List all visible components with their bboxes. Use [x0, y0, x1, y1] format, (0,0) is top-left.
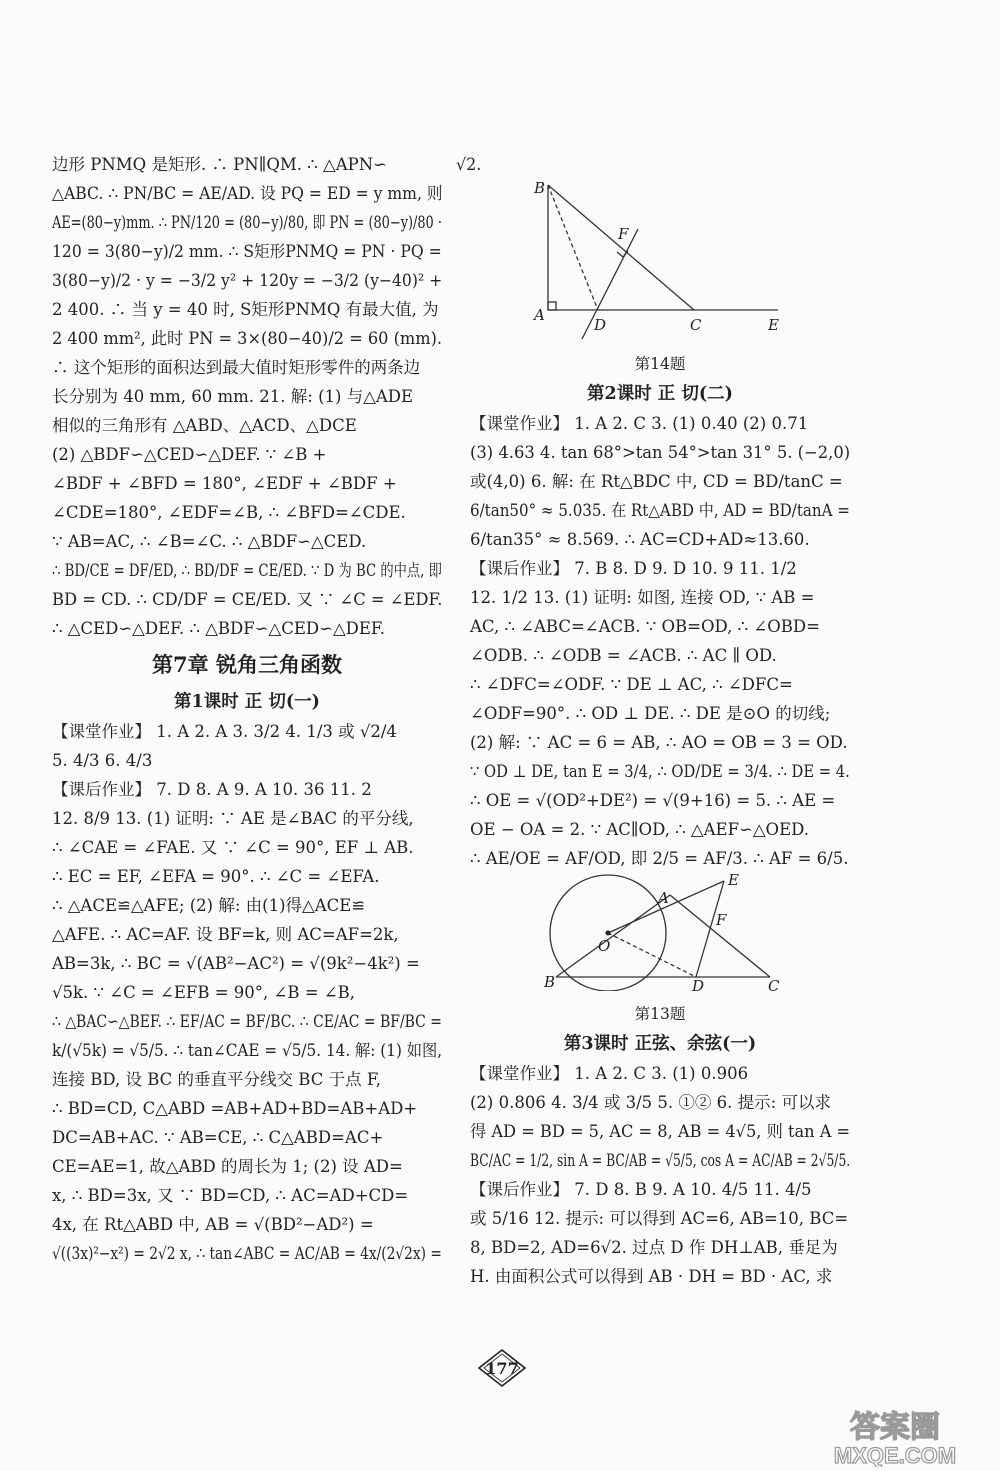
text-line: ∠BDF + ∠BFD = 180°, ∠EDF + ∠BDF + — [52, 474, 397, 493]
text-line: ∴ OE = √(OD²+DE²) = √(9+16) = 5. ∴ AE = — [470, 791, 836, 810]
figure-14-caption: 第14题 — [634, 355, 686, 373]
figure-13 — [470, 873, 850, 1029]
text-line: BD = CD. ∴ CD/DF = CE/ED. 又 ∵ ∠C = ∠EDF. — [52, 590, 443, 609]
text-line: AC, ∴ ∠ABC=∠ACB. ∵ OB=OD, ∴ ∠OBD= — [470, 617, 820, 636]
text-line: △AFE. ∴ AC=AF. 设 BF=k, 则 AC=AF=2k, — [52, 925, 399, 944]
text-line: 6/tan35° ≈ 8.569. ∴ AC=CD+AD≈13.60. — [470, 530, 810, 549]
text-line: 【课后作业】 7. D 8. B 9. A 10. 4/5 11. 4/5 — [470, 1180, 812, 1199]
lesson2-title: 第2课时 正 切(二) — [587, 384, 733, 404]
text-line: H. 由面积公式可以得到 AB · DH = BD · AC, 求 — [470, 1267, 833, 1286]
text-line: ∴ EC = EF, ∠EFA = 90°. ∴ ∠C = ∠EFA. — [52, 867, 380, 886]
text-line: 2 400 mm², 此时 PN = 3×(80−40)/2 = 60 (mm). — [52, 329, 443, 348]
fig14-label-b: B — [534, 179, 546, 197]
text-line: ∴ 这个矩形的面积达到最大值时矩形零件的两条边 — [52, 358, 421, 377]
left-column — [52, 150, 442, 1268]
text-line: k/(√5k) = √5/5. ∴ tan∠CAE = √5/5. 14. 解: (1) 如图, — [52, 1041, 443, 1060]
text-line: △ABC. ∴ PN/BC = AE/AD. 设 PQ = ED = y mm, 则 — [52, 184, 443, 203]
text-line: ∠ODF=90°. ∴ OD ⊥ DE. ∴ DE 是⊙O 的切线; — [470, 704, 831, 723]
text-line: OE − OA = 2. ∵ AC∥OD, ∴ △AEF∽△OED. — [470, 820, 810, 839]
watermark-url: MXQE.COM — [833, 1443, 957, 1467]
figure-13-caption: 第13题 — [634, 1005, 686, 1023]
text-line: 边形 PNMQ 是矩形. ∴ PN∥QM. ∴ △APN∽ — [52, 155, 387, 174]
watermark-top: 答案圈 — [850, 1410, 940, 1445]
fig14-label-a: A — [534, 306, 545, 324]
text-line: ∴ ∠CAE = ∠FAE. 又 ∵ ∠C = 90°, EF ⊥ AB. — [52, 838, 414, 857]
text-line: 或(4,0) 6. 解: 在 Rt△BDC 中, CD = BD/tanC = — [470, 472, 843, 491]
text-line: 【课堂作业】 1. A 2. C 3. (1) 0.906 — [470, 1064, 749, 1083]
text-line: 3(80−y)/2 · y = −3/2 y² + 120y = −3/2 (y−40)² + — [52, 271, 443, 290]
fig13-label-b: B — [544, 973, 556, 991]
fig13-label-d: D — [692, 977, 705, 991]
text-line: 得 AD = BD = 5, AC = 8, AB = 4√5, 则 tan A = — [470, 1122, 851, 1141]
fig14-label-d: D — [594, 316, 607, 334]
text-line: ∴ △CED∽△DEF. ∴ △BDF∽△CED∽△DEF. — [52, 619, 386, 638]
text-line: 2 400. ∴ 当 y = 40 时, S矩形PNMQ 有最大值, 为 — [52, 300, 439, 319]
text-line: 【课堂作业】 1. A 2. C 3. (1) 0.40 (2) 0.71 — [470, 414, 809, 433]
fig13-label-f: F — [716, 911, 727, 929]
lesson1-title: 第1课时 正 切(一) — [174, 692, 320, 712]
fig13-label-a: A — [658, 889, 669, 907]
chapter-title: 第7章 锐角三角函数 — [152, 652, 342, 677]
text-line: 长分别为 40 mm, 60 mm. 21. 解: (1) 与△ADE — [52, 387, 414, 406]
text-line: ∴ BD/CE = DF/ED, ∴ BD/DF = CE/ED. ∵ D 为 BC 的中点, 即 — [52, 561, 442, 580]
fig13-label-e: E — [728, 873, 739, 889]
text-line: ∵ OD ⊥ DE, tan E = 3/4, ∴ OD/DE = 3/4. ∴ DE = 4. — [470, 762, 850, 781]
fig13-label-o: O — [598, 937, 611, 955]
text-line: 连接 BD, 设 BC 的垂直平分线交 BC 于点 F, — [52, 1070, 381, 1089]
text-line: 【课后作业】 7. D 8. A 9. A 10. 36 11. 2 — [52, 780, 372, 799]
text-line: 相似的三角形有 △ABD、△ACD、△DCE — [52, 416, 357, 435]
text-line: 5. 4/3 6. 4/3 — [52, 751, 153, 770]
text-line: 120 = 3(80−y)/2 mm. ∴ S矩形PNMQ = PN · PQ = — [52, 242, 442, 261]
text-line: 4x, 在 Rt△ABD 中, AB = √(BD²−AD²) = — [52, 1215, 374, 1234]
fig14-label-f: F — [618, 225, 629, 243]
text-line: 12. 8/9 13. (1) 证明: ∵ AE 是∠BAC 的平分线, — [52, 809, 414, 828]
text-line: 8, BD=2, AD=6√2. 过点 D 作 DH⊥AB, 垂足为 — [470, 1238, 838, 1257]
text-line: BC/AC = 1/2, sin A = BC/AB = √5/5, cos A = AC/AB = 2√5/5. — [470, 1151, 851, 1170]
text-line: x, ∴ BD=3x, 又 ∵ BD=CD, ∴ AC=AD+CD= — [52, 1186, 409, 1205]
text-line: 【课堂作业】 1. A 2. A 3. 3/2 4. 1/3 或 √2/4 — [52, 722, 397, 741]
lesson3-title: 第3课时 正弦、余弦(一) — [563, 1034, 757, 1054]
text-line: (2) △BDF∽△CED∽△DEF. ∵ ∠B + — [52, 445, 327, 464]
text-line: (2) 0.806 4. 3/4 或 3/5 5. ①② 6. 提示: 可以求 — [470, 1093, 831, 1112]
text-line: (2) 解: ∵ AC = 6 = AB, ∴ AO = OB = 3 = OD. — [470, 733, 848, 752]
text-line: ∵ AB=AC, ∴ ∠B=∠C. ∴ △BDF∽△CED. — [52, 532, 367, 551]
text-line: ∴ BD=CD, C△ABD =AB+AD+BD=AB+AD+ — [52, 1099, 418, 1118]
text-line: ∴ △ACE≌△AFE; (2) 解: 由(1)得△ACE≌ — [52, 896, 366, 915]
page-number: 177 — [485, 1359, 519, 1378]
text-line: AE=(80−y)mm. ∴ PN/120 = (80−y)/80, 即 PN = (80−y)/80 · — [52, 213, 442, 232]
text-line: ∠ODB. ∴ ∠ODB = ∠ACB. ∴ AC ∥ OD. — [470, 646, 777, 665]
figure-14-diagram — [470, 179, 850, 341]
text-line: DC=AB+AC. ∵ AB=CE, ∴ C△ABD=AC+ — [52, 1128, 384, 1147]
text-line: 【课后作业】 7. B 8. D 9. D 10. 9 11. 1/2 — [470, 559, 797, 578]
figure-14 — [470, 179, 850, 379]
text-line: (3) 4.63 4. tan 68°>tan 54°>tan 31° 5. (−2,0) — [470, 443, 851, 462]
right-column — [456, 150, 851, 1291]
fig14-label-e: E — [768, 316, 779, 334]
fig13-label-c: C — [768, 977, 780, 991]
text-line: ∠CDE=180°, ∠EDF=∠B, ∴ ∠BFD=∠CDE. — [52, 503, 406, 522]
text-line: ∴ △BAC∽△BEF. ∴ EF/AC = BF/BC. ∴ CE/AC = BF/BC = — [52, 1012, 442, 1031]
figure-13-diagram — [470, 873, 850, 991]
fig14-label-c: C — [690, 316, 702, 334]
page-number-badge — [477, 1348, 527, 1388]
text-line: ∴ ∠DFC=∠ODF. ∵ DE ⊥ AC, ∴ ∠DFC= — [470, 675, 793, 694]
text-line: AB=3k, ∴ BC = √(AB²−AC²) = √(9k²−4k²) = — [52, 954, 420, 973]
watermark-logo — [800, 1405, 990, 1467]
text-line: √2. — [456, 155, 482, 174]
text-line: 12. 1/2 13. (1) 证明: 如图, 连接 OD, ∵ AB = — [470, 588, 815, 607]
text-line: 或 5/16 12. 提示: 可以得到 AC=6, AB=10, BC= — [470, 1209, 849, 1228]
text-line: ∴ AE/OE = AF/OD, 即 2/5 = AF/3. ∴ AF = 6/5. — [470, 849, 849, 868]
text-line: 6/tan50° ≈ 5.035. 在 Rt△ABD 中, AD = BD/tanA = — [470, 501, 850, 520]
text-line: CE=AE=1, 故△ABD 的周长为 1; (2) 设 AD= — [52, 1157, 403, 1176]
text-line: √((3x)²−x²) = 2√2 x, ∴ tan∠ABC = AC/AB = 4x/(2√2x) = — [52, 1244, 442, 1263]
text-line: √5k. ∵ ∠C = ∠EFB = 90°, ∠B = ∠B, — [52, 983, 355, 1002]
